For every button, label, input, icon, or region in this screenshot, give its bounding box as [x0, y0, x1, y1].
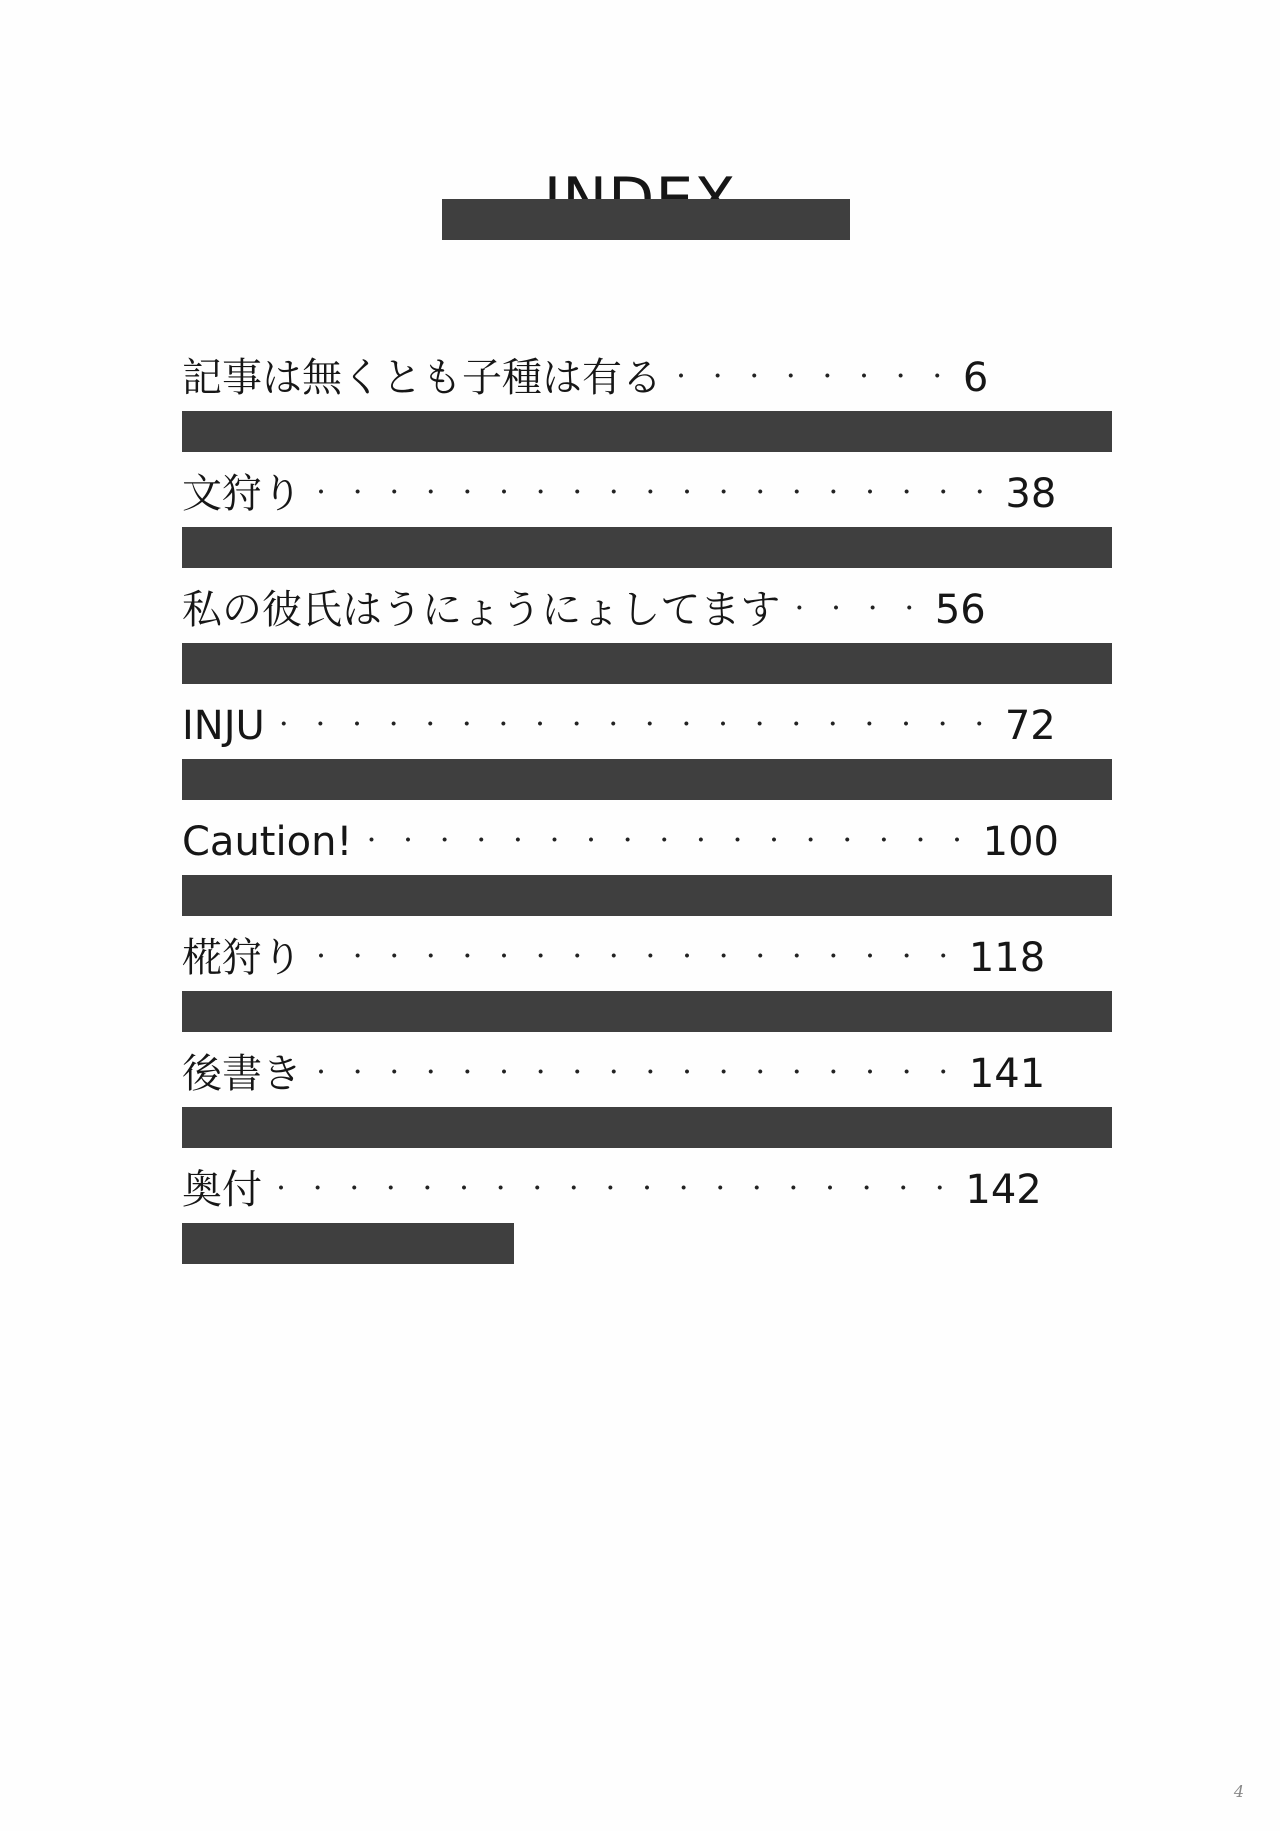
toc-entry-page: 72	[1004, 703, 1056, 749]
toc-entry-page: 142	[965, 1167, 1042, 1213]
toc-entry-redaction-bar	[182, 875, 1112, 916]
table-of-contents	[182, 350, 1112, 1278]
toc-entry-title: 椛狩り	[182, 935, 302, 981]
toc-entry-title: 後書き	[182, 1051, 302, 1097]
toc-entry-title: 文狩り	[182, 471, 302, 517]
toc-entry-title: 記事は無くとも子種は有る	[182, 355, 662, 401]
toc-entry	[182, 350, 1112, 466]
toc-entry-redaction-bar	[182, 527, 1112, 568]
toc-entry-title: Caution!	[182, 819, 353, 865]
toc-entry-title: 奥付	[182, 1167, 262, 1213]
toc-entry-leader: ・・・・・・・・	[670, 365, 963, 390]
toc-entry-leader: ・・・・・・・・・・・・・・・・・・	[310, 1061, 969, 1086]
toc-entry-leader: ・・・・・・・・・・・・・・・・・・・	[310, 481, 1006, 506]
toc-entry	[182, 930, 1112, 1046]
toc-entry-title: INJU	[182, 703, 265, 749]
toc-entry-leader: ・・・・・・・・・・・・・・・・・	[360, 829, 983, 854]
toc-entry	[182, 698, 1112, 814]
toc-entry-page: 141	[968, 1051, 1046, 1097]
toc-entry-page: 118	[968, 935, 1046, 981]
title-redaction-bar	[442, 199, 850, 240]
toc-entry-redaction-bar	[182, 643, 1112, 684]
toc-entry-leader: ・・・・・・・・・・・・・・・・・・・・	[272, 713, 1005, 738]
toc-entry	[182, 1046, 1112, 1162]
toc-entry-page: 100	[982, 819, 1060, 865]
toc-entry-leader: ・・・・・・・・・・・・・・・・・・	[310, 945, 969, 970]
toc-entry-title: 私の彼氏はうにょうにょしてます	[182, 587, 781, 633]
toc-entry-redaction-bar	[182, 411, 1112, 452]
toc-entry-redaction-bar	[182, 991, 1112, 1032]
toc-entry	[182, 814, 1112, 930]
toc-entry-page: 56	[934, 587, 986, 633]
toc-entry-page: 38	[1005, 471, 1057, 517]
toc-entry-leader: ・・・・・・・・・・・・・・・・・・・	[270, 1177, 966, 1202]
toc-entry-redaction-bar	[182, 759, 1112, 800]
toc-entry-leader: ・・・・	[788, 597, 935, 622]
toc-entry-redaction-bar	[182, 1107, 1112, 1148]
toc-entry-page: 6	[962, 355, 989, 401]
toc-entry-redaction-bar	[182, 1223, 514, 1264]
toc-entry	[182, 582, 1112, 698]
toc-entry	[182, 466, 1112, 582]
toc-entry	[182, 1162, 1112, 1278]
page-number: 4	[1233, 1782, 1244, 1801]
